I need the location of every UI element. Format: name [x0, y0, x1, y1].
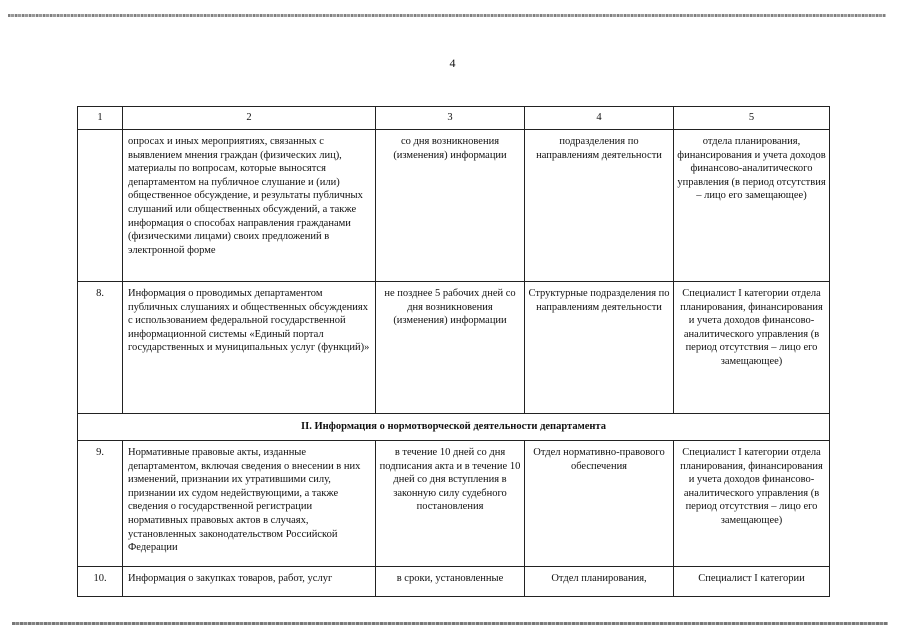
row-responsible: Специалист I категории	[674, 567, 830, 597]
row-description: Нормативные правовые акты, изданные департаментом, включая сведения о внесении в них изменений, признании их утратившими силу, признании их судом недействующими, а также сведения о государственной регистрации нормативных правовых актов в случаях, установленных законодательством Российской Федерации	[123, 441, 376, 567]
header-col-4: 4	[525, 107, 674, 130]
section-title: II. Информация о нормотворческой деятельности департамента	[78, 414, 830, 441]
row-department: подразделения по направлениям деятельности	[525, 130, 674, 282]
header-row	[78, 107, 830, 130]
table-row-8	[78, 282, 830, 414]
table-row-continued	[78, 130, 830, 282]
table-row-9	[78, 441, 830, 567]
row-description: Информация о закупках товаров, работ, услуг	[123, 567, 376, 597]
row-deadline: со дня возникновения (изменения) информации	[376, 130, 525, 282]
header-col-3: 3	[376, 107, 525, 130]
row-department: Отдел нормативно-правового обеспечения	[525, 441, 674, 567]
header-col-2: 2	[123, 107, 376, 130]
row-deadline: в течение 10 дней со дня подписания акта и в течение 10 дней со дня вступления в законную силу судебного постановления	[376, 441, 525, 567]
scan-edge-bottom	[12, 622, 888, 625]
header-col-1: 1	[78, 107, 123, 130]
row-description: Информация о проводимых департаментом публичных слушаниях и общественных обсуждениях с использованием федеральной государственной информационной системы «Единый портал государственных и муниципальных услуг (функций)»	[123, 282, 376, 414]
row-deadline: в сроки, установленные	[376, 567, 525, 597]
row-department: Структурные подразделения по направлениям деятельности	[525, 282, 674, 414]
row-deadline: не позднее 5 рабочих дней со дня возникновения (изменения) информации	[376, 282, 525, 414]
row-responsible: Специалист I категории отдела планирования, финансирования и учета доходов финансово-аналитического управления (в период отсутствия – лицо его замещающее)	[674, 441, 830, 567]
row-responsible: Специалист I категории отдела планирования, финансирования и учета доходов финансово-аналитического управления (в период отсутствия – лицо его замещающее)	[674, 282, 830, 414]
row-number: 8.	[78, 282, 123, 414]
row-department: Отдел планирования,	[525, 567, 674, 597]
row-description: опросах и иных мероприятиях, связанных с выявлением мнения граждан (физических лиц), материалы по вопросам, которые выносятся департаментом на публичное слушание и (или) общественное обсуждение, и результаты публичных слушаний или общественных обсуждений, а также информация о способах направления гражданами (физическими лицами) своих предложений в электронной форме	[123, 130, 376, 282]
row-number-cell	[78, 130, 123, 282]
row-number: 10.	[78, 567, 123, 597]
page-number: 4	[449, 56, 456, 70]
table-row-10	[78, 567, 830, 597]
header-col-5: 5	[674, 107, 830, 130]
section-header-row	[78, 414, 830, 441]
scan-edge-top	[8, 14, 886, 17]
row-number: 9.	[78, 441, 123, 567]
document-table	[77, 106, 830, 597]
row-responsible: отдела планирования, финансирования и учета доходов финансово-аналитического управления (в период отсутствия – лицо его замещающее)	[674, 130, 830, 282]
